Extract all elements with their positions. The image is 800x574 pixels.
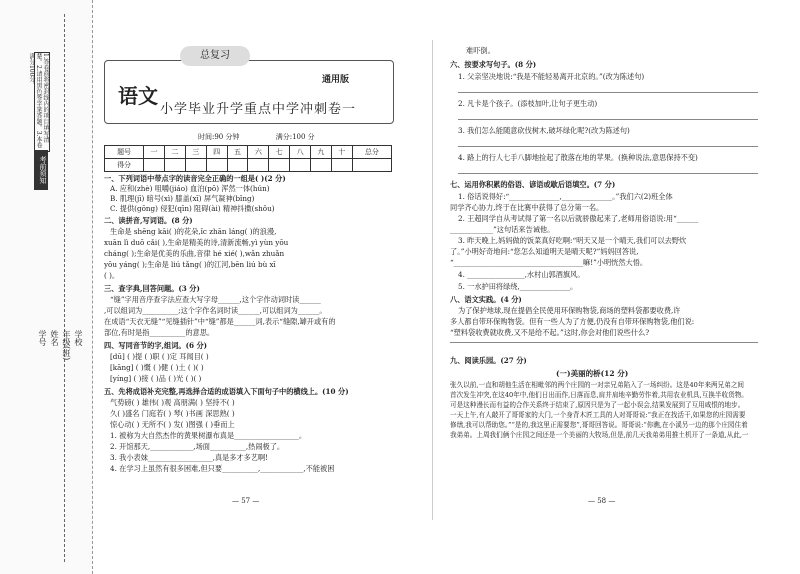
q8-text: 多人都自带环保购物袋。但有一些人为了方便,仍没有自带环保购物袋,他们说: <box>450 317 695 326</box>
page-divider <box>432 40 433 520</box>
q7-line[interactable]: 4. ________________,水村山郭酒旗风。 <box>458 270 585 279</box>
q2-line: xuān lì duō cǎi( ),生命是精美的诗,清新流畅,yì yùn yōu <box>104 238 289 247</box>
q5-sentence[interactable]: 2. 开馆那天,____________,场面__________,热闹极了。 <box>110 442 285 451</box>
q2-line: 生命是 shēng kāi( )的花朵,ǐc zhān láng( )的浪漫, <box>110 227 277 236</box>
score-header-cell: 十 <box>331 146 352 159</box>
answer-line[interactable] <box>458 173 758 174</box>
q1-heading: 一、下列词语中带点字的读音完全正确的一组是( )(2 分) <box>104 174 286 183</box>
score-header-cell: 一 <box>144 146 165 159</box>
q2-heading: 二、读拼音,写词语。(8 分) <box>104 216 193 225</box>
page-number-right: — 58 — <box>588 497 616 505</box>
score-header-cell: 七 <box>269 146 290 159</box>
q6-item: 2. 凡卡是个孩子。(添枝加叶,让句子更生动) <box>458 99 598 108</box>
q7-line: 3. 昨天晚上,妈妈做的饭菜真好吃啊:“明天又是一个晴天,我们可以去野炊 <box>458 236 687 245</box>
story-text: 张久以前,一直和胡他生活在相毗邻的两个庄园的一对亲兄弟陷入了一场纠纷。这是40年来两兄弟之间首次发生冲突,在这40年中,他们日出而作,日落而息,肩并肩地辛勤劳作着,共用农业机具,互换半收货物。可是这种漫长而有益的合作关系终于结束了,原因只是为了一起小误会,结果发展到了互用咸恨的地步。一天上午,有人敲开了哥哥家的大门,一个身背木匠工具的人对哥哥说:“我正在找活干,如果您的庄园需要修缮,我可以帮助您。”“是的,我这里正需要您”,哥哥回答说。哥哥说:“你瞧,在小溪另一边的那个庄园住着我弟弟。上周我们俩个庄园之间还是一个美丽的大牧场,但是,前几天我弟弟用推土机开了一条道,从此,一 <box>450 381 749 439</box>
q4-row[interactable]: [yíng] ( )接 ( )品 ( )光 ( )( ) <box>110 374 202 383</box>
q1-option-c[interactable]: C. 提供(gōng) 侵犯(qīn) 阻碍(ài) 精神抖擞(shǒu) <box>110 204 275 213</box>
number-field[interactable]: 学号 <box>38 330 47 346</box>
score-input-cell[interactable] <box>144 159 165 172</box>
q7-heading: 七、运用你积累的俗语、谚语或歇后语填空。(7 分) <box>450 180 616 189</box>
q5-idiom-row[interactable]: 惊心动( ) 无所不( ) 发( )图强 ( )垂而上 <box>110 420 235 429</box>
score-table <box>104 145 392 172</box>
q3-line: 在成语“天衣无缝”“见缝插针”中“缝”都是______词,表示“缝隙,罅开或有的 <box>104 317 336 326</box>
q6-item: 4. 路上的行人七手八脚地捡起了散落在地的苹果。(换种说法,意思保持不变) <box>458 153 698 162</box>
score-input-cell[interactable] <box>290 159 311 172</box>
q5-heading: 五、先将成语补充完整,再选择合适的成语填入下面句子中的横线上。(10 分) <box>104 387 349 396</box>
q9-heading: 九、阅读乐园。(27 分) <box>450 356 527 365</box>
q7-line: 同学齐心协力,终于在比赛中获得了总分第一名。 <box>450 203 604 212</box>
score-input-cell[interactable] <box>164 159 185 172</box>
answer-line[interactable] <box>458 119 758 120</box>
q5-idiom-row[interactable]: 气势磅( ) 雄伟( )观 高朋满( ) 坚持不( ) <box>110 398 235 407</box>
q5-sentence[interactable]: 4. 在学习上虽然有很多困难,但只要__________,____________,不能被困 <box>110 464 335 473</box>
q7-line[interactable]: 2. 王超同学自从考试得了第一名以后就骄傲起来了,老师用俗语说:用“______ <box>458 214 699 223</box>
answer-line[interactable] <box>458 146 758 147</box>
score-header-cell: 题号 <box>105 146 144 159</box>
q3-line: “缝”字用音序查字法应查大写字母______,这个字作动词时读______ <box>110 295 321 304</box>
q6-heading: 六、按要求写句子。(8 分) <box>450 60 537 69</box>
score-input-cell[interactable] <box>269 159 290 172</box>
grade-field[interactable]: 年级(班) <box>62 330 71 361</box>
q3-line: 部位,有时是指__________的意思。 <box>104 328 215 337</box>
score-header-cell: 八 <box>290 146 311 159</box>
q4-heading: 四、写同音节的字,组词。(6 分) <box>104 341 208 350</box>
q1-option-a[interactable]: A. 应和(zhè) 咀嚼(jiáo) 血泊(pō) 浑然一体(hún) <box>110 184 270 193</box>
q8-text: “塑料袋收费就收费,又不是给不起。”这时,你会对他们说些什么? <box>450 328 650 337</box>
exam-title: 小学毕业升学重点中学冲刺卷一 <box>160 102 357 117</box>
score-header-cell: 三 <box>185 146 206 159</box>
edition-label: 通用版 <box>322 75 350 85</box>
score-input-cell[interactable] <box>311 159 332 172</box>
score-input-cell[interactable] <box>248 159 269 172</box>
score-header-cell: 九 <box>311 146 332 159</box>
q2-line: ( )。 <box>104 271 120 280</box>
q6-item: 1. 父亲坚决地说:“我是不能轻易离开北京的。”(改为陈述句) <box>458 72 645 81</box>
q4-row[interactable]: [dū] ( )提 ( )职 ( )定 耳闻目( ) <box>110 352 209 361</box>
q7-line[interactable]: ____________”这句话来告诫他。 <box>450 225 555 234</box>
exam-notice: 1.答卷前将密封线内的项目填写清楚。2.请用黑色签字笔答题。3.本卷满分100分。 <box>34 52 50 152</box>
score-header-cell: 五 <box>227 146 248 159</box>
score-header-cell: 四 <box>206 146 227 159</box>
score-header-cell: 六 <box>248 146 269 159</box>
answer-line[interactable] <box>458 92 758 93</box>
q2-line: cháng( );生命是优美的乐曲,音律 hé xié( ),wǎn zhuǎn <box>104 249 285 258</box>
q7-line[interactable]: “____________________________________嘛!”小明恍然大悟。 <box>450 258 648 267</box>
student-fields <box>36 330 84 364</box>
seal-line <box>64 14 66 562</box>
q5-idiom-row[interactable]: 久( )盛名 门庭若( ) 琴( )书画 深思熟( ) <box>110 409 235 418</box>
review-badge: 总复习 <box>180 46 250 66</box>
q8-text: 为了保护地球,现在提倡全民使用环保购物袋,商场的塑料袋都要收费,许 <box>458 306 681 315</box>
q4-row[interactable]: [kāng] ( )慨 ( )健 ( )土 ( )( ) <box>110 363 204 372</box>
q5-sentence[interactable]: 1. 被称为大自然杰作的黄果树瀑布真是__________________。 <box>110 431 307 440</box>
q7-line: 了。”小明好奇地问:“您怎么知道明天是晴天呢?”妈妈回答说, <box>450 247 639 256</box>
q5-sentence[interactable]: 3. 我小表妹__________________,真是多才多艺啊! <box>110 453 269 462</box>
score-header-cell: 二 <box>164 146 185 159</box>
name-field[interactable]: 姓名 <box>50 330 59 346</box>
score-input-cell[interactable] <box>206 159 227 172</box>
q2-line: yōu yáng( );生命是 liú tǎng( )的江河,bēn liú bù xī <box>104 260 276 269</box>
q3-line: ,可以组词为__________;这个字作名词时读______,可以组词为______。 <box>104 306 327 315</box>
q7-line[interactable]: 5. 一水护田将绿绕,______________。 <box>458 282 578 291</box>
page-number-left: — 57 — <box>232 497 260 505</box>
score-input-cell[interactable] <box>352 159 391 172</box>
exam-meta <box>198 132 398 142</box>
score-input-cell[interactable] <box>227 159 248 172</box>
q3-heading: 三、查字典,回答问题。(3 分) <box>104 284 200 293</box>
time-label: 时间:90 分钟 <box>198 133 240 141</box>
answer-line[interactable] <box>450 342 758 343</box>
score-header-cell: 总分 <box>352 146 391 159</box>
score-label-cell: 得分 <box>105 159 144 172</box>
full-score-label: 满分:100 分 <box>275 133 315 141</box>
subject-title: 语文 <box>118 84 158 108</box>
q7-line[interactable]: 1. 俗话说得好:“______________,______________。”我们六(2)班全体 <box>458 192 673 201</box>
score-input-cell[interactable] <box>331 159 352 172</box>
q5-continued: 难吓倒。 <box>466 46 495 55</box>
school-field[interactable]: 学校 <box>74 330 83 346</box>
q6-item: 3. 我们怎么能随意砍伐树木,破坏绿化呢?(改为陈述句) <box>458 126 630 135</box>
notice-tag: 考前须知 <box>34 150 48 190</box>
q8-heading: 八、语文实践。(4 分) <box>450 295 522 304</box>
q1-option-b[interactable]: B. 肌理(jī) 暗号(xì) 膝盖(xī) 屏气凝神(bǐng) <box>110 194 255 203</box>
story-title: (一)美丽的桥(12 分) <box>556 369 629 378</box>
score-input-cell[interactable] <box>185 159 206 172</box>
